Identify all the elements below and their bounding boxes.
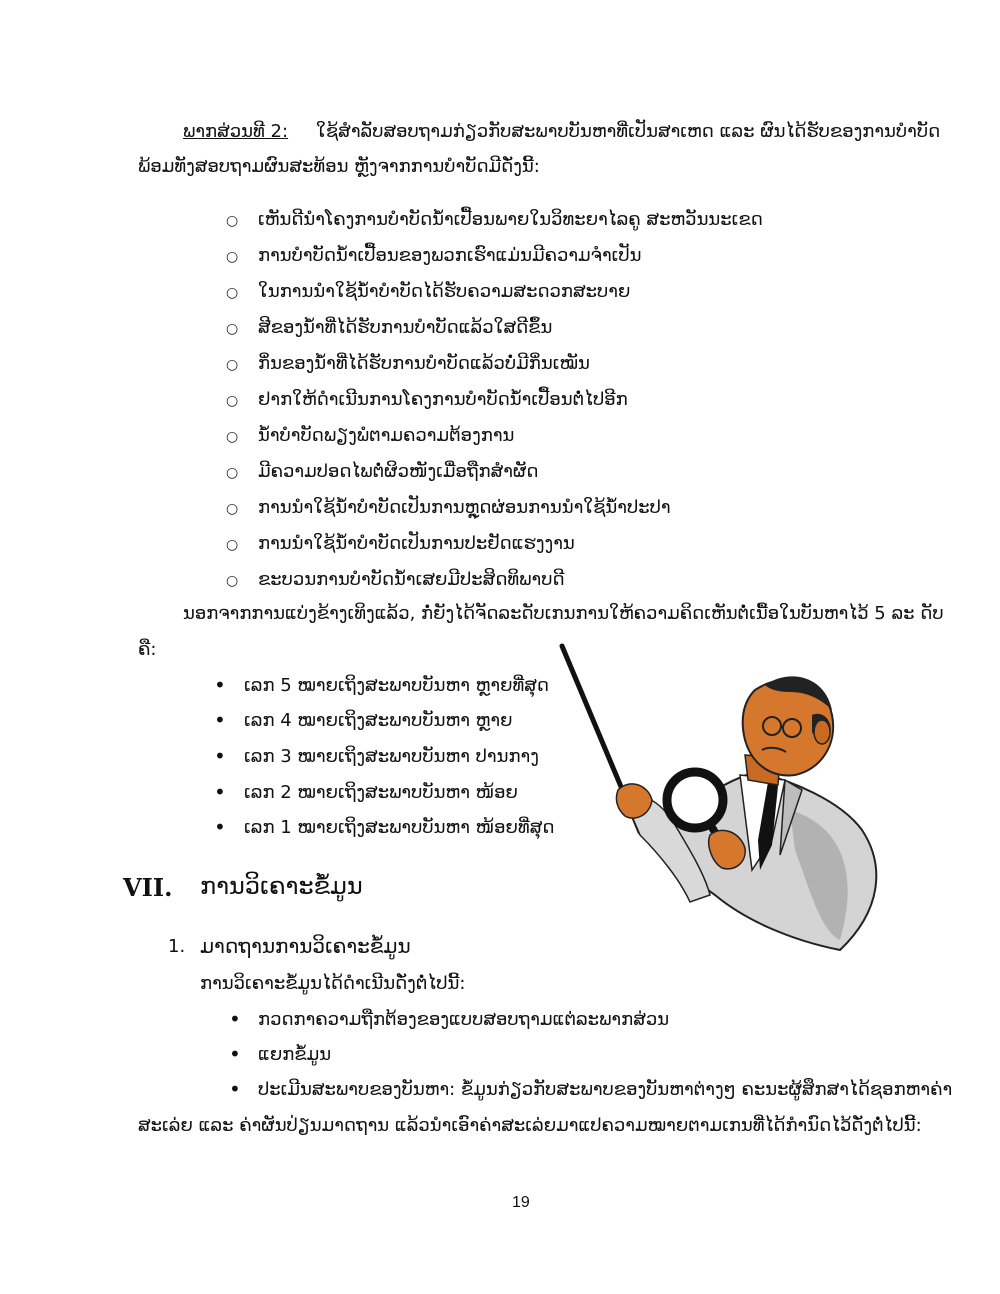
bullet-icon: • bbox=[214, 815, 226, 839]
subsection-title: ມາດຖານການວິເຄາະຂໍ້ມູນ bbox=[200, 934, 411, 958]
circle-bullet-icon: ○ bbox=[226, 465, 239, 481]
list-item: ມີຄວາມປອດໄພຕໍ່ຜິວໜັງເມື່ອຖືກສຳຜັດ bbox=[258, 461, 539, 482]
circle-bullet-icon: ○ bbox=[226, 573, 239, 589]
circle-bullet-icon: ○ bbox=[226, 537, 239, 553]
circle-bullet-icon: ○ bbox=[226, 249, 239, 265]
list-item: ແຍກຂໍ້ມູນ bbox=[258, 1044, 332, 1065]
bullet-icon: • bbox=[229, 1007, 241, 1031]
list-item: ເລກ 4 ໝາຍເຖິງສະພາບບັນຫາ ຫຼາຍ bbox=[244, 710, 513, 731]
list-item: ຂະບວນການບຳບັດນ້ຳເສຍມີປະສິດທິພາບດີ bbox=[258, 569, 565, 590]
list-item: ເຫັນດີນຳໂຄງການບຳບັດນ້ຳເປື້ອນພາຍໃນວິທະຍາໄລຄູ ສະຫວັນນະເຂດ bbox=[258, 209, 763, 230]
circle-bullet-icon: ○ bbox=[226, 285, 239, 301]
professor-magnifier-clipart bbox=[540, 640, 900, 960]
bullet-icon: • bbox=[229, 1042, 241, 1066]
part-label: ພາກສ່ວນທີ 2: bbox=[183, 121, 289, 142]
analysis-intro: ການວິເຄາະຂໍ້ມູນໄດ້ດຳເນີນດັ່ງຕໍ່ໄປນີ້: bbox=[200, 973, 466, 994]
bullet-icon: • bbox=[214, 744, 226, 768]
bullet-icon: • bbox=[214, 708, 226, 732]
section-title: ການວິເຄາະຂໍ້ມູນ bbox=[200, 872, 363, 900]
list-item: ສີຂອງນ້ຳທີ່ໄດ້ຮັບການບຳບັດແລ້ວໃສດີຂຶ້ນ bbox=[258, 317, 553, 338]
bullet-icon: • bbox=[214, 780, 226, 804]
circle-bullet-icon: ○ bbox=[226, 429, 239, 445]
subsection-number: 1. bbox=[168, 936, 186, 957]
circle-bullet-icon: ○ bbox=[226, 393, 239, 409]
list-item: ນ້ຳບຳບັດພຽງພໍຕາມຄວາມຕ້ອງການ bbox=[258, 425, 515, 446]
section-number: VII. bbox=[123, 873, 173, 902]
list-item: ເລກ 5 ໝາຍເຖິງສະພາບບັນຫາ ຫຼາຍທີ່ສຸດ bbox=[244, 675, 549, 696]
list-item: ເລກ 2 ໝາຍເຖິງສະພາບບັນຫາ ໜ້ອຍ bbox=[244, 782, 518, 803]
bullet-icon: • bbox=[229, 1077, 241, 1101]
list-item: ປະເມີນສະພາບຂອງບັນຫາ: ຂໍ້ມູນກ່ຽວກັບສະພາບຂອງບັນຫາຕ່າງໆ ຄະນະຜູ້ສຶກສາໄດ້ຊອກຫາຄ່າ bbox=[258, 1079, 953, 1100]
circle-bullet-icon: ○ bbox=[226, 357, 239, 373]
list-item: ການນຳໃຊ້ນ້ຳບຳບັດເປັນການປະຢັດແຮງງານ bbox=[258, 533, 575, 554]
page-number: 19 bbox=[512, 1194, 530, 1211]
list-item: ຢາກໃຫ້ດຳເນີນການໂຄງການບຳບັດນ້ຳເປື້ອນຕໍ່ໄປອີກ bbox=[258, 389, 628, 410]
rating-intro-line2: ຄື: bbox=[138, 639, 157, 660]
rating-intro-line1: ນອກຈາກການແບ່ງຂ້າງເທິງແລ້ວ, ກໍ່ຍັງໄດ້ຈັດລະດັບເກນການໃຫ້ຄວາມຄິດເຫັນຕໍ່ເນື້ອໃນບັນຫາໄວ້ 5 ລະ ດັບ bbox=[183, 603, 944, 624]
list-item: ການບຳບັດນ້ຳເປື້ອນຂອງພວກເຮົາແມ່ນມີຄວາມຈຳເປັນ bbox=[258, 245, 642, 266]
list-item: ກວດກາຄວາມຖືກຕ້ອງຂອງແບບສອບຖາມແຕ່ລະພາກສ່ວນ bbox=[258, 1009, 670, 1030]
circle-bullet-icon: ○ bbox=[226, 213, 239, 229]
bullet-icon: • bbox=[214, 673, 226, 697]
list-item: ເລກ 1 ໝາຍເຖິງສະພາບບັນຫາ ໜ້ອຍທີ່ສຸດ bbox=[244, 817, 555, 838]
list-item: ເລກ 3 ໝາຍເຖິງສະພາບບັນຫາ ປານກາງ bbox=[244, 746, 539, 767]
part-intro-line2: ພ້ອມທັງສອບຖາມຜົນສະທ້ອນ ຫຼັງຈາກການບຳບັດມີດັ່ງນີ້: bbox=[138, 156, 540, 177]
final-line: ສະເລ່ຍ ແລະ ຄ່າຜັນປ່ຽນມາດຖານ ແລ້ວນຳເອົາຄ່າສະເລ່ຍມາແປຄວາມໝາຍຕາມເກນທີ່ໄດ້ກຳນົດໄວ້ດັ່ງຕໍ່ໄປນີ້: bbox=[138, 1115, 922, 1136]
list-item: ກິ່ນຂອງນ້ຳທີ່ໄດ້ຮັບການບຳບັດແລ້ວບໍ່ມີກິ່ນເໝັນ bbox=[258, 353, 590, 374]
circle-bullet-icon: ○ bbox=[226, 501, 239, 517]
circle-bullet-icon: ○ bbox=[226, 321, 239, 337]
part-intro-line1: ໃຊ້ສຳລັບສອບຖາມກ່ຽວກັບສະພາບບັນຫາທີ່ເປັນສາເຫດ ແລະ ຜົນໄດ້ຮັບຂອງການບຳບັດ bbox=[316, 121, 941, 142]
list-item: ການນຳໃຊ້ນ້ຳບຳບັດເປັນການຫຼຸດຜ່ອນການນຳໃຊ້ນ້ຳປະປາ bbox=[258, 497, 671, 518]
list-item: ໃນການນຳໃຊ້ນ້ຳບຳບັດໄດ້ຮັບຄວາມສະດວກສະບາຍ bbox=[258, 281, 631, 302]
